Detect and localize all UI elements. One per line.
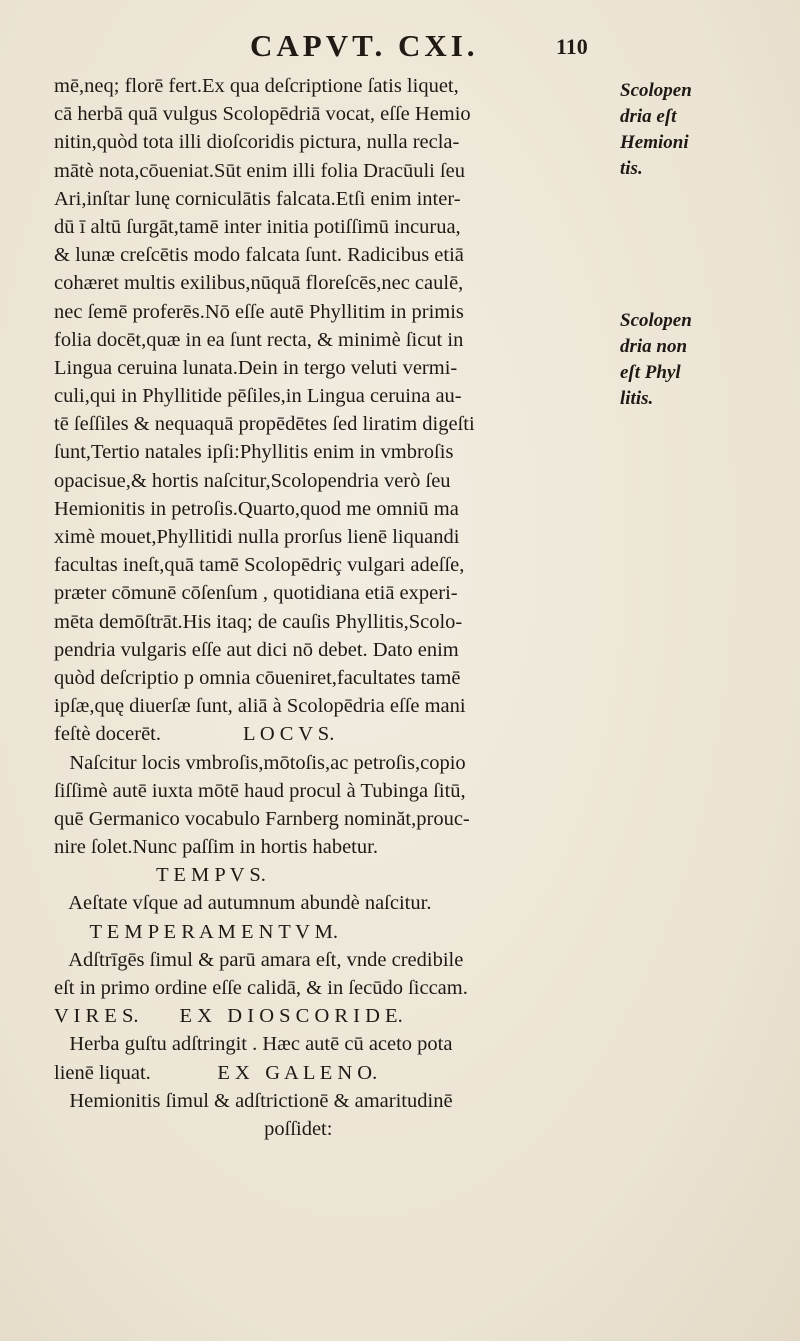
running-header	[0, 28, 800, 68]
main-text-column	[54, 72, 594, 1143]
text-line: præter cōmunē cōſenſum , quotidiana etiā experi-	[54, 582, 458, 605]
text-line: ſiſſimè autē iuxta mōtē haud procul à Tubinga ſitū,	[54, 779, 466, 802]
text-line: ximè mouet,Phyllitidi nulla prorſus lienē liquandi	[54, 526, 460, 548]
text-line: Herba guſtu adſtringit . Hæc autē cū aceto pota	[54, 1033, 453, 1056]
text-line: feſtè docerēt. L O C V S.	[54, 723, 335, 746]
margin-note-line: dria eſt	[620, 106, 677, 127]
text-line: facultas ineſt,quā tamē Scolopēdriç vulgari adeſſe,	[54, 554, 465, 577]
text-line: dū ī altū ſurgāt,tamē inter initia potiſſimū incurua,	[54, 215, 461, 238]
text-line: folia docēt,quæ in ea ſunt recta, & minimè ſicut in	[54, 328, 464, 351]
margin-note-line: dria non	[620, 336, 688, 357]
text-line: cā herbā quā vulgus Scolopēdriā vocat, eſſe Hemio	[54, 103, 471, 126]
text-line: Naſcitur locis vmbroſis,mōtoſis,ac petroſis,copio	[54, 751, 466, 774]
text-line: ſunt,Tertio natales ipſi:Phyllitis enim in vmbroſis	[54, 441, 454, 464]
text-line: & lunæ creſcētis modo falcata ſunt. Radicibus etiā	[54, 244, 464, 267]
text-line: Hemionitis in petroſis.Quarto,quod me omniū ma	[54, 497, 459, 520]
text-line: T E M P E R A M E N T V M.	[54, 920, 339, 943]
text-line: mē,neq; florē fert.Ex qua deſcriptione ſatis liquet,	[54, 75, 459, 97]
margin-note	[620, 308, 692, 412]
margin-note	[620, 78, 790, 182]
text-line: poſſidet:	[54, 1117, 333, 1140]
text-line: culi,qui in Phyllitide pēſiles,in Lingua ceruina au-	[54, 385, 462, 408]
margin-note-line: Scolopen	[620, 310, 692, 331]
text-line: pendria vulgaris eſſe aut dici nō debet. Dato enim	[54, 638, 459, 661]
text-line: Adſtrīgēs ſimul & parū amara eſt, vnde credibile	[54, 948, 464, 971]
text-line: eſt in primo ordine eſſe calidā, & in ſecūdo ſiccam.	[54, 977, 468, 999]
text-line: quòd deſcriptio p omnia cōueniret,facultates tamē	[54, 666, 461, 689]
text-line: mēta demōſtrāt.His itaq; de cauſis Phyllitis,Scolo-	[54, 610, 463, 633]
text-line: T E M P V S.	[54, 864, 266, 887]
margin-note-line: litis.	[620, 388, 654, 409]
margin-note-line: tis.	[620, 158, 643, 179]
text-line: V I R E S. E X D I O S C O R I D E.	[54, 1005, 403, 1028]
page-number: 110	[556, 34, 588, 59]
chapter-heading: CAPVT. CXI.	[250, 28, 479, 63]
margin-note-line: Scolopen	[620, 80, 692, 101]
text-line: opacisue,& hortis naſcitur,Scolopendria verò ſeu	[54, 469, 451, 492]
text-line: cohæret multis exilibus,nūquā floreſcēs,nec caulē,	[54, 272, 464, 295]
text-line: nec ſemē proferēs.Nō eſſe autē Phyllitim in primis	[54, 300, 464, 323]
text-line: mātè nota,cōueniat.Sūt enim illi folia Dracūuli ſeu	[54, 159, 466, 182]
text-line: Lingua ceruina lunata.Dein in tergo veluti vermi-	[54, 356, 458, 379]
text-line: Aeſtate vſque ad autumnum abundè naſcitur.	[54, 892, 432, 915]
margin-notes	[620, 78, 790, 409]
text-line: nire ſolet.Nunc paſſim in hortis habetur.	[54, 836, 378, 859]
text-line: tē ſeſſiles & nequaquā propēdētes ſed liratim digeſti	[54, 413, 475, 436]
margin-note-line: Hemioni	[620, 132, 689, 153]
text-line: Hemionitis ſimul & adſtrictionē & amaritudinē	[54, 1089, 453, 1112]
text-line: quē Germanico vocabulo Farnberg nominăt,prouc-	[54, 807, 470, 830]
text-line: nitin,quòd tota illi dioſcoridis pictura, nulla recla-	[54, 131, 460, 154]
text-line: Ari,inſtar lunę corniculātis falcata.Etſi enim inter-	[54, 187, 461, 210]
text-line: lienē liquat. E X G A L E N O.	[54, 1061, 378, 1084]
margin-note-line: eſt Phyl	[620, 362, 681, 383]
text-line: ipſæ,quę diuerſæ ſunt, aliā à Scolopēdria eſſe mani	[54, 695, 466, 718]
